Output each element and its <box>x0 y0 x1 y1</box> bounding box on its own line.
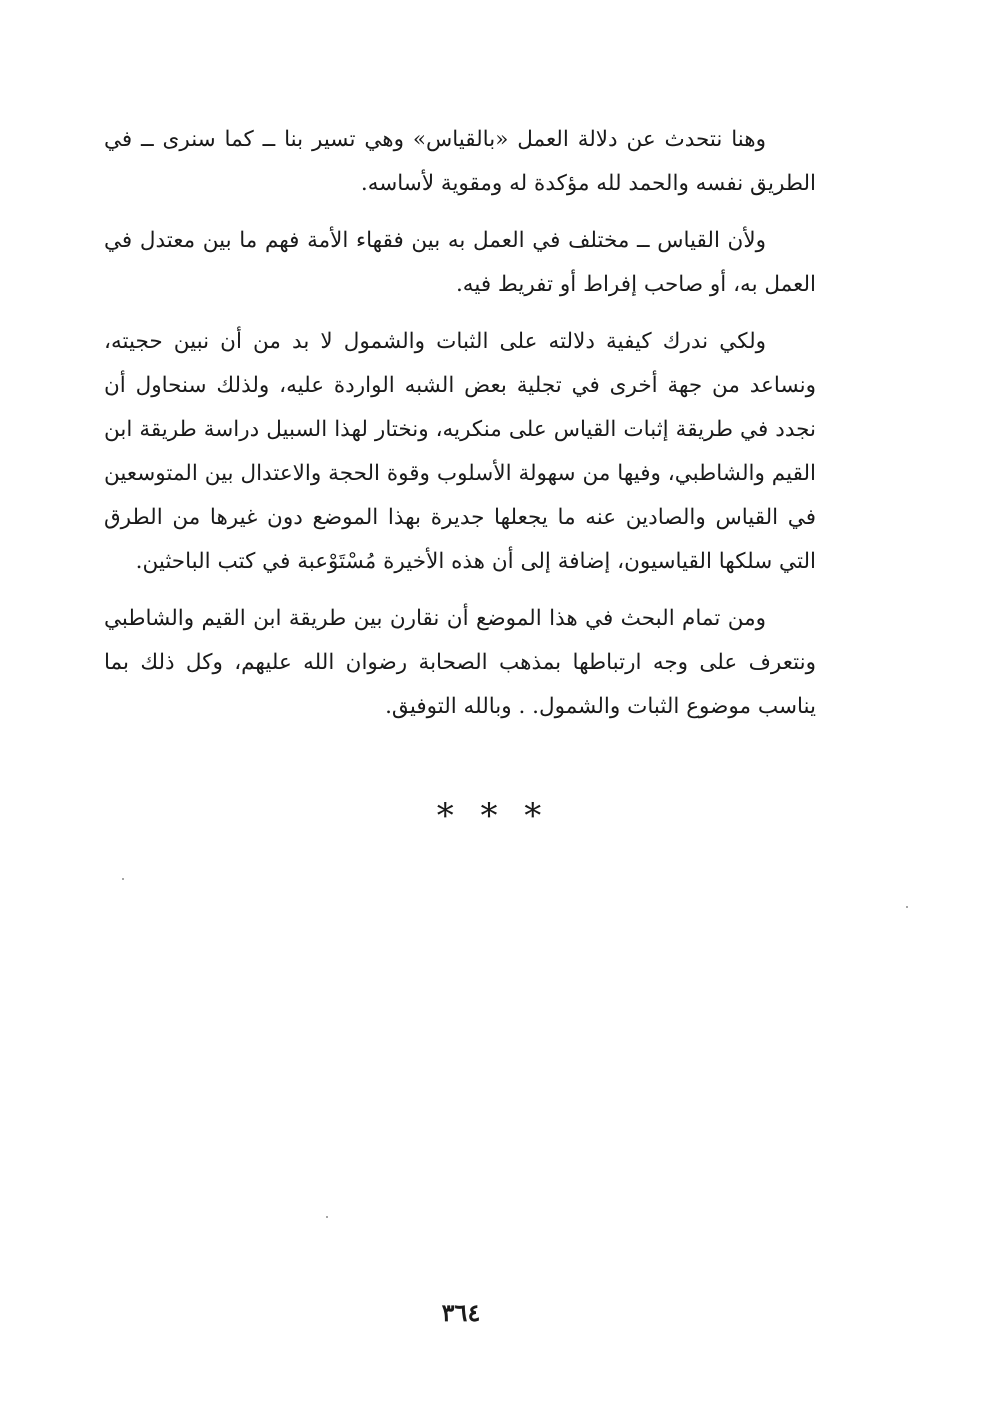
section-separator: * * * <box>436 796 550 836</box>
body-text <box>104 118 816 742</box>
scan-speck <box>122 878 124 880</box>
scan-speck <box>326 1216 328 1218</box>
paragraph-4: ومن تمام البحث في هذا الموضع أن نقارن بين طريقة ابن القيم والشاطبي ونتعرف على وجه ارتباطها بمذهب الصحابة رضوان الله عليهم، وكل ذلك بما يناسب موضوع الثبات والشمول. . وبالله التوفيق. <box>104 606 816 719</box>
paragraph-2: ولأن القياس ــ مختلف في العمل به بين فقهاء الأمة فهم ما بين معتدل في العمل به، أو صاحب إفراط أو تفريط فيه. <box>104 228 816 297</box>
paragraph-1: وهنا نتحدث عن دلالة العمل «بالقياس» وهي تسير بنا ــ كما سنرى ــ في الطريق نفسه والحمد لله مؤكدة له ومقوية لأساسه. <box>104 127 816 196</box>
scan-speck <box>906 906 908 908</box>
paragraph-3: ولكي ندرك كيفية دلالته على الثبات والشمول لا بد من أن نبين حجيته، ونساعد من جهة أخرى في تجلية بعض الشبه الواردة عليه، ولذلك سنحاول أن نجدد في طريقة إثبات القياس على منكريه، ونختار لهذا السبيل دراسة طريقة ابن القيم والشاطبي، وفيها من سهولة الأسلوب وقوة الحجة والاعتدال بين المتوسعين في القياس والصادين عنه ما يجعلها جديرة بهذا الموضع دون غيرها من الطرق التي سلكها القياسيون، إضافة إلى أن هذه الأخيرة مُسْتَوْعبة في كتب الباحثين. <box>104 329 816 574</box>
page-number: ٣٦٤ <box>441 1298 481 1327</box>
